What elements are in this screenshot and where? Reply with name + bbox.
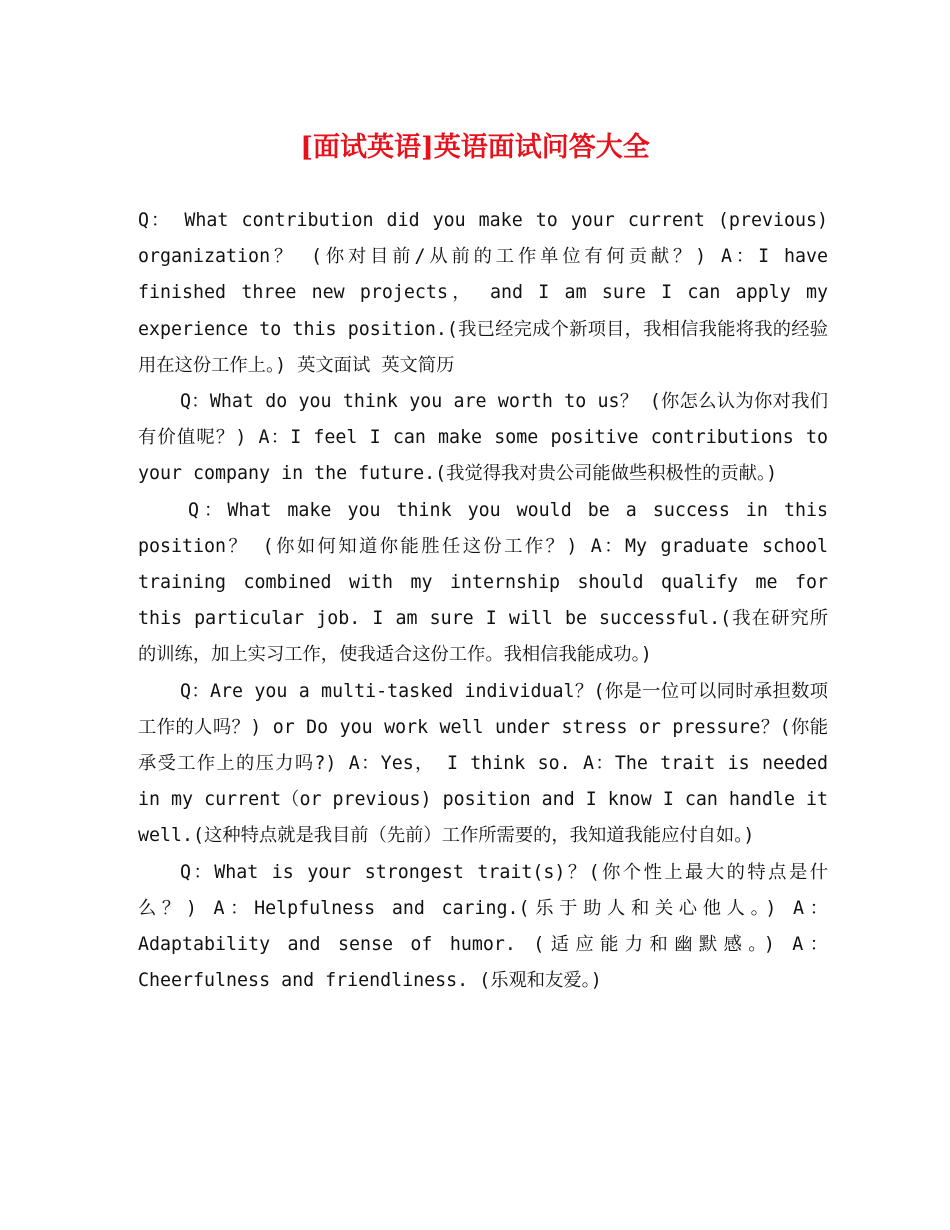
paragraph-1: Q： What contribution did you make to your current (previous) organization？ (你对目前/从前的工作单位有何贡献？) A：I have finished three new projects， and I am sure I can apply my experience to this position.(我已经完成个新项目，我相信我能将我的经验用在这份工作上。) 英文面试 英文简历	[138, 210, 828, 376]
document-title: [面试英语]英语面试问答大全	[300, 132, 650, 163]
paragraph-5: Q：What is your strongest trait(s)？(你个性上最大的特点是什么？) A：Helpfulness and caring.(乐于助人和关心他人。) A：Adaptability and sense of humor. (适应能力和幽默感。) A：Cheerfulness and friendliness. (乐观和友爱。)	[138, 861, 828, 992]
document-body	[138, 203, 828, 999]
paragraph-2: Q：What do you think you are worth to us？ (你怎么认为你对我们有价值呢？) A：I feel I can make some positive contributions to your company in the future.(我觉得我对贵公司能做些积极性的贡献。)	[138, 391, 828, 485]
paragraph-4: Q：Are you a multi-tasked individual？(你是一位可以同时承担数项工作的人吗？) or Do you work well under stress or pressure？(你能承受工作上的压力吗?) A：Yes， I think so. A：The trait is needed in my current（or previous) position and I know I can handle it well.(这种特点就是我目前（先前）工作所需要的，我知道我能应付自如。)	[138, 680, 828, 847]
paragraph-3: Q：What make you think you would be a success in this position？ (你如何知道你能胜任这份工作？) A：My graduate school training combined with my internship should qualify me for this particular job. I am sure I will be successful.(我在研究所的训练，加上实习工作，使我适合这份工作。我相信我能成功。)	[138, 499, 828, 666]
